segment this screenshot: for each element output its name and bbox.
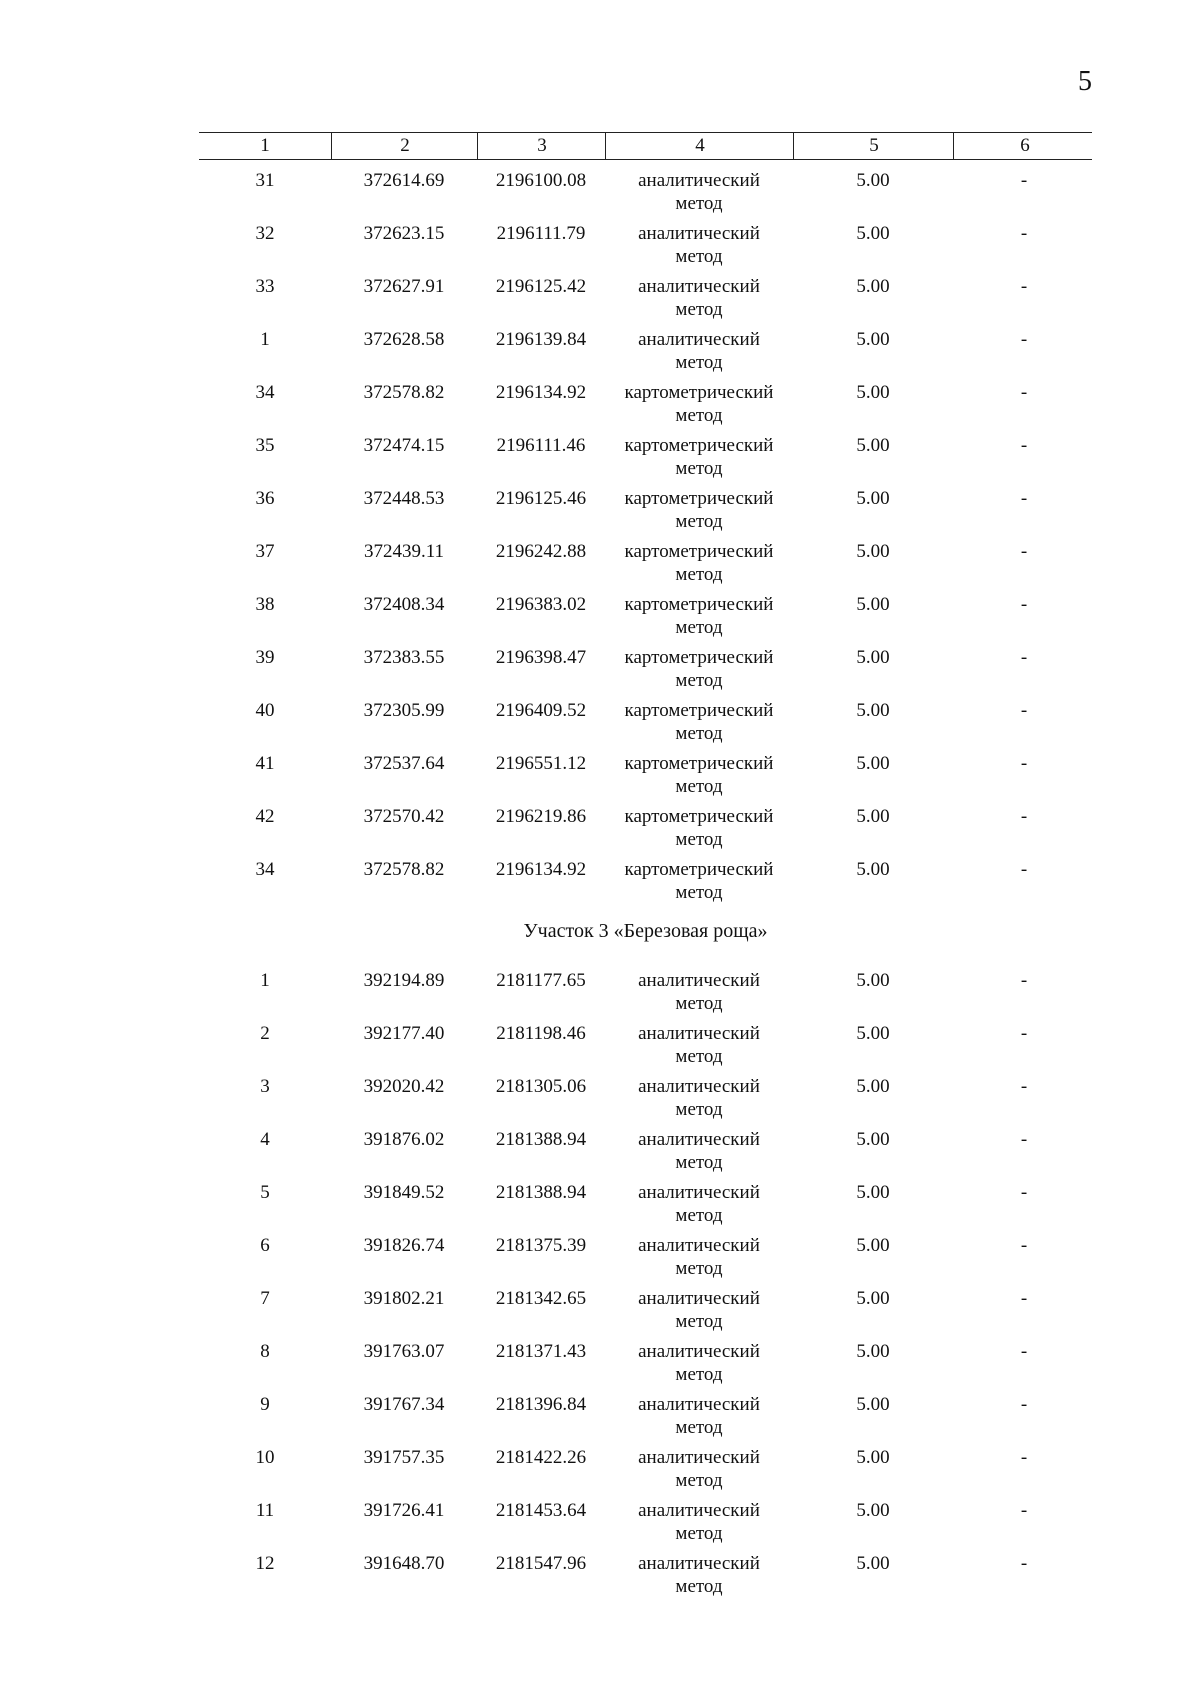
y-coordinate-cell: 2196398.47 bbox=[495, 647, 587, 668]
method-line-1: аналитический bbox=[638, 1129, 760, 1150]
method-line-1: аналитический bbox=[638, 1447, 760, 1468]
note-cell: - bbox=[1020, 594, 1028, 615]
table-row bbox=[199, 849, 1092, 902]
y-coordinate-cell: 2196100.08 bbox=[495, 170, 587, 191]
accuracy-cell: 5.00 bbox=[856, 1341, 890, 1362]
method-cell bbox=[605, 646, 793, 692]
table-row bbox=[199, 1384, 1092, 1437]
method-line-1: аналитический bbox=[638, 1023, 760, 1044]
x-coordinate-cell: 391763.07 bbox=[363, 1341, 445, 1362]
method-line-2: метод bbox=[675, 670, 723, 691]
note-cell: - bbox=[1020, 753, 1028, 774]
header-col-5: 5 bbox=[793, 133, 954, 159]
method-line-2: метод bbox=[675, 1417, 723, 1438]
method-cell bbox=[605, 1393, 793, 1439]
method-cell bbox=[605, 858, 793, 904]
method-line-2: метод bbox=[675, 352, 723, 373]
method-line-1: картометрический bbox=[624, 435, 774, 456]
table-row bbox=[199, 1013, 1092, 1066]
note-cell: - bbox=[1020, 1076, 1028, 1097]
table-row bbox=[199, 266, 1092, 319]
method-line-1: аналитический bbox=[638, 1076, 760, 1097]
method-line-1: аналитический bbox=[638, 1553, 760, 1574]
method-cell bbox=[605, 752, 793, 798]
method-line-2: метод bbox=[675, 193, 723, 214]
point-number-cell: 33 bbox=[255, 276, 275, 297]
point-number-cell: 1 bbox=[260, 329, 270, 350]
table-row bbox=[199, 690, 1092, 743]
x-coordinate-cell: 372474.15 bbox=[363, 435, 445, 456]
method-cell bbox=[605, 1552, 793, 1598]
method-line-2: метод bbox=[675, 299, 723, 320]
accuracy-cell: 5.00 bbox=[856, 1076, 890, 1097]
table-row bbox=[199, 1543, 1092, 1596]
x-coordinate-cell: 372383.55 bbox=[363, 647, 445, 668]
x-coordinate-cell: 392020.42 bbox=[363, 1076, 445, 1097]
header-col-1: 1 bbox=[260, 135, 270, 156]
point-number-cell: 8 bbox=[260, 1341, 270, 1362]
method-line-1: картометрический bbox=[624, 541, 774, 562]
accuracy-cell: 5.00 bbox=[856, 329, 890, 350]
point-number-cell: 10 bbox=[255, 1447, 275, 1468]
method-line-1: картометрический bbox=[624, 382, 774, 403]
x-coordinate-cell: 372614.69 bbox=[363, 170, 445, 191]
y-coordinate-cell: 2196125.46 bbox=[495, 488, 587, 509]
note-cell: - bbox=[1020, 1235, 1028, 1256]
method-line-1: картометрический bbox=[624, 859, 774, 880]
method-cell bbox=[605, 1499, 793, 1545]
x-coordinate-cell: 391767.34 bbox=[363, 1394, 445, 1415]
y-coordinate-cell: 2196139.84 bbox=[495, 329, 587, 350]
method-cell bbox=[605, 275, 793, 321]
method-cell bbox=[605, 1181, 793, 1227]
accuracy-cell: 5.00 bbox=[856, 700, 890, 721]
point-number-cell: 35 bbox=[255, 435, 275, 456]
x-coordinate-cell: 391802.21 bbox=[363, 1288, 445, 1309]
y-coordinate-cell: 2196409.52 bbox=[495, 700, 587, 721]
point-number-cell: 1 bbox=[260, 970, 270, 991]
method-line-1: картометрический bbox=[624, 700, 774, 721]
table-row bbox=[199, 478, 1092, 531]
point-number-cell: 3 bbox=[260, 1076, 270, 1097]
accuracy-cell: 5.00 bbox=[856, 541, 890, 562]
y-coordinate-cell: 2181177.65 bbox=[496, 970, 586, 991]
method-cell bbox=[605, 1022, 793, 1068]
page-number: 5 bbox=[1078, 66, 1092, 97]
note-cell: - bbox=[1020, 1394, 1028, 1415]
x-coordinate-cell: 392177.40 bbox=[363, 1023, 445, 1044]
accuracy-cell: 5.00 bbox=[856, 170, 890, 191]
x-coordinate-cell: 372537.64 bbox=[363, 753, 445, 774]
method-line-1: аналитический bbox=[638, 1288, 760, 1309]
accuracy-cell: 5.00 bbox=[856, 647, 890, 668]
method-line-2: метод bbox=[675, 1576, 723, 1597]
header-col-2: 2 bbox=[331, 133, 478, 159]
table-header bbox=[199, 132, 1092, 160]
note-cell: - bbox=[1020, 970, 1028, 991]
method-line-1: картометрический bbox=[624, 488, 774, 509]
note-cell: - bbox=[1020, 859, 1028, 880]
method-cell bbox=[605, 593, 793, 639]
accuracy-cell: 5.00 bbox=[856, 1500, 890, 1521]
y-coordinate-cell: 2181422.26 bbox=[495, 1447, 587, 1468]
y-coordinate-cell: 2196242.88 bbox=[495, 541, 587, 562]
note-cell: - bbox=[1020, 1182, 1028, 1203]
method-line-1: аналитический bbox=[638, 1182, 760, 1203]
x-coordinate-cell: 391648.70 bbox=[363, 1553, 445, 1574]
table-row bbox=[199, 319, 1092, 372]
method-cell bbox=[605, 805, 793, 851]
method-cell bbox=[605, 381, 793, 427]
method-line-2: метод bbox=[675, 776, 723, 797]
method-line-1: аналитический bbox=[638, 970, 760, 991]
accuracy-cell: 5.00 bbox=[856, 1394, 890, 1415]
table-row bbox=[199, 1119, 1092, 1172]
accuracy-cell: 5.00 bbox=[856, 753, 890, 774]
note-cell: - bbox=[1020, 170, 1028, 191]
x-coordinate-cell: 391757.35 bbox=[363, 1447, 445, 1468]
point-number-cell: 39 bbox=[255, 647, 275, 668]
note-cell: - bbox=[1020, 1129, 1028, 1150]
y-coordinate-cell: 2196383.02 bbox=[495, 594, 587, 615]
table-row bbox=[199, 160, 1092, 213]
x-coordinate-cell: 372628.58 bbox=[363, 329, 445, 350]
x-coordinate-cell: 372408.34 bbox=[363, 594, 445, 615]
method-line-2: метод bbox=[675, 617, 723, 638]
note-cell: - bbox=[1020, 276, 1028, 297]
method-cell bbox=[605, 1128, 793, 1174]
coordinates-table bbox=[199, 132, 1092, 1596]
header-col-3: 3 bbox=[477, 133, 606, 159]
accuracy-cell: 5.00 bbox=[856, 859, 890, 880]
section-title: Участок 3 «Березовая роща» bbox=[523, 920, 768, 942]
x-coordinate-cell: 391849.52 bbox=[363, 1182, 445, 1203]
method-line-2: метод bbox=[675, 564, 723, 585]
method-cell bbox=[605, 487, 793, 533]
accuracy-cell: 5.00 bbox=[856, 223, 890, 244]
method-line-1: аналитический bbox=[638, 170, 760, 191]
x-coordinate-cell: 372623.15 bbox=[363, 223, 445, 244]
method-cell bbox=[605, 540, 793, 586]
method-line-1: картометрический bbox=[624, 753, 774, 774]
method-line-2: метод bbox=[675, 1205, 723, 1226]
note-cell: - bbox=[1020, 1553, 1028, 1574]
method-cell bbox=[605, 1075, 793, 1121]
y-coordinate-cell: 2181371.43 bbox=[495, 1341, 587, 1362]
table-row bbox=[199, 531, 1092, 584]
note-cell: - bbox=[1020, 488, 1028, 509]
method-cell bbox=[605, 1340, 793, 1386]
x-coordinate-cell: 372578.82 bbox=[363, 382, 445, 403]
method-line-1: аналитический bbox=[638, 329, 760, 350]
accuracy-cell: 5.00 bbox=[856, 488, 890, 509]
table-row bbox=[199, 743, 1092, 796]
point-number-cell: 31 bbox=[255, 170, 275, 191]
point-number-cell: 4 bbox=[260, 1129, 270, 1150]
note-cell: - bbox=[1020, 647, 1028, 668]
y-coordinate-cell: 2181547.96 bbox=[495, 1553, 587, 1574]
note-cell: - bbox=[1020, 806, 1028, 827]
method-line-2: метод bbox=[675, 1152, 723, 1173]
table-body-part-2 bbox=[199, 960, 1092, 1596]
point-number-cell: 5 bbox=[260, 1182, 270, 1203]
note-cell: - bbox=[1020, 1288, 1028, 1309]
note-cell: - bbox=[1020, 435, 1028, 456]
method-line-1: аналитический bbox=[638, 1394, 760, 1415]
note-cell: - bbox=[1020, 1341, 1028, 1362]
note-cell: - bbox=[1020, 541, 1028, 562]
point-number-cell: 38 bbox=[255, 594, 275, 615]
note-cell: - bbox=[1020, 1023, 1028, 1044]
method-line-2: метод bbox=[675, 458, 723, 479]
table-row bbox=[199, 213, 1092, 266]
point-number-cell: 32 bbox=[255, 223, 275, 244]
x-coordinate-cell: 391876.02 bbox=[363, 1129, 445, 1150]
point-number-cell: 2 bbox=[260, 1023, 270, 1044]
method-cell bbox=[605, 699, 793, 745]
accuracy-cell: 5.00 bbox=[856, 1129, 890, 1150]
x-coordinate-cell: 391726.41 bbox=[363, 1500, 445, 1521]
table-row bbox=[199, 584, 1092, 637]
accuracy-cell: 5.00 bbox=[856, 1288, 890, 1309]
method-line-2: метод bbox=[675, 246, 723, 267]
point-number-cell: 34 bbox=[255, 859, 275, 880]
accuracy-cell: 5.00 bbox=[856, 276, 890, 297]
point-number-cell: 37 bbox=[255, 541, 275, 562]
x-coordinate-cell: 372627.91 bbox=[363, 276, 445, 297]
method-line-2: метод bbox=[675, 1258, 723, 1279]
table-row bbox=[199, 637, 1092, 690]
method-cell bbox=[605, 1446, 793, 1492]
note-cell: - bbox=[1020, 700, 1028, 721]
x-coordinate-cell: 372570.42 bbox=[363, 806, 445, 827]
table-row bbox=[199, 1066, 1092, 1119]
y-coordinate-cell: 2196134.92 bbox=[495, 859, 587, 880]
y-coordinate-cell: 2196125.42 bbox=[495, 276, 587, 297]
note-cell: - bbox=[1020, 223, 1028, 244]
method-line-1: аналитический bbox=[638, 1500, 760, 1521]
method-line-2: метод bbox=[675, 829, 723, 850]
y-coordinate-cell: 2196111.79 bbox=[496, 223, 586, 244]
method-cell bbox=[605, 169, 793, 215]
x-coordinate-cell: 372439.11 bbox=[363, 541, 445, 562]
table-row bbox=[199, 1172, 1092, 1225]
point-number-cell: 36 bbox=[255, 488, 275, 509]
method-line-2: метод bbox=[675, 993, 723, 1014]
method-cell bbox=[605, 1287, 793, 1333]
x-coordinate-cell: 392194.89 bbox=[363, 970, 445, 991]
method-line-2: метод bbox=[675, 1364, 723, 1385]
table-row bbox=[199, 1331, 1092, 1384]
method-cell bbox=[605, 328, 793, 374]
y-coordinate-cell: 2196134.92 bbox=[495, 382, 587, 403]
point-number-cell: 11 bbox=[255, 1500, 275, 1521]
point-number-cell: 41 bbox=[255, 753, 275, 774]
method-line-1: аналитический bbox=[638, 1341, 760, 1362]
method-line-1: аналитический bbox=[638, 276, 760, 297]
y-coordinate-cell: 2181375.39 bbox=[495, 1235, 587, 1256]
method-line-2: метод bbox=[675, 723, 723, 744]
table-row bbox=[199, 372, 1092, 425]
note-cell: - bbox=[1020, 1447, 1028, 1468]
table-row bbox=[199, 796, 1092, 849]
accuracy-cell: 5.00 bbox=[856, 594, 890, 615]
method-cell bbox=[605, 969, 793, 1015]
point-number-cell: 40 bbox=[255, 700, 275, 721]
accuracy-cell: 5.00 bbox=[856, 1447, 890, 1468]
method-line-2: метод bbox=[675, 1099, 723, 1120]
method-cell bbox=[605, 1234, 793, 1280]
table-body-part-1 bbox=[199, 160, 1092, 902]
x-coordinate-cell: 391826.74 bbox=[363, 1235, 445, 1256]
y-coordinate-cell: 2196111.46 bbox=[496, 435, 586, 456]
y-coordinate-cell: 2181198.46 bbox=[496, 1023, 586, 1044]
x-coordinate-cell: 372448.53 bbox=[363, 488, 445, 509]
note-cell: - bbox=[1020, 1500, 1028, 1521]
y-coordinate-cell: 2196219.86 bbox=[495, 806, 587, 827]
method-line-2: метод bbox=[675, 1470, 723, 1491]
note-cell: - bbox=[1020, 329, 1028, 350]
table-row bbox=[199, 960, 1092, 1013]
table-row bbox=[199, 425, 1092, 478]
point-number-cell: 9 bbox=[260, 1394, 270, 1415]
x-coordinate-cell: 372305.99 bbox=[363, 700, 445, 721]
method-line-2: метод bbox=[675, 1523, 723, 1544]
method-line-2: метод bbox=[675, 1311, 723, 1332]
accuracy-cell: 5.00 bbox=[856, 1182, 890, 1203]
point-number-cell: 12 bbox=[255, 1553, 275, 1574]
method-line-1: картометрический bbox=[624, 594, 774, 615]
table-row bbox=[199, 1225, 1092, 1278]
x-coordinate-cell: 372578.82 bbox=[363, 859, 445, 880]
point-number-cell: 7 bbox=[260, 1288, 270, 1309]
y-coordinate-cell: 2181453.64 bbox=[495, 1500, 587, 1521]
method-line-1: картометрический bbox=[624, 806, 774, 827]
table-row bbox=[199, 1490, 1092, 1543]
y-coordinate-cell: 2181388.94 bbox=[495, 1182, 587, 1203]
accuracy-cell: 5.00 bbox=[856, 435, 890, 456]
accuracy-cell: 5.00 bbox=[856, 382, 890, 403]
method-line-2: метод bbox=[675, 405, 723, 426]
header-col-4: 4 bbox=[605, 133, 794, 159]
accuracy-cell: 5.00 bbox=[856, 1023, 890, 1044]
accuracy-cell: 5.00 bbox=[856, 1235, 890, 1256]
method-cell bbox=[605, 434, 793, 480]
method-line-2: метод bbox=[675, 511, 723, 532]
method-line-2: метод bbox=[675, 882, 723, 903]
y-coordinate-cell: 2181396.84 bbox=[495, 1394, 587, 1415]
table-row bbox=[199, 1278, 1092, 1331]
accuracy-cell: 5.00 bbox=[856, 806, 890, 827]
method-cell bbox=[605, 222, 793, 268]
accuracy-cell: 5.00 bbox=[856, 1553, 890, 1574]
header-col-6: 6 bbox=[953, 133, 1096, 159]
method-line-1: картометрический bbox=[624, 647, 774, 668]
point-number-cell: 6 bbox=[260, 1235, 270, 1256]
table-row bbox=[199, 1437, 1092, 1490]
y-coordinate-cell: 2181305.06 bbox=[495, 1076, 587, 1097]
point-number-cell: 42 bbox=[255, 806, 275, 827]
y-coordinate-cell: 2181342.65 bbox=[495, 1288, 587, 1309]
method-line-1: аналитический bbox=[638, 223, 760, 244]
y-coordinate-cell: 2181388.94 bbox=[495, 1129, 587, 1150]
y-coordinate-cell: 2196551.12 bbox=[495, 753, 587, 774]
accuracy-cell: 5.00 bbox=[856, 970, 890, 991]
method-line-1: аналитический bbox=[638, 1235, 760, 1256]
point-number-cell: 34 bbox=[255, 382, 275, 403]
method-line-2: метод bbox=[675, 1046, 723, 1067]
note-cell: - bbox=[1020, 382, 1028, 403]
